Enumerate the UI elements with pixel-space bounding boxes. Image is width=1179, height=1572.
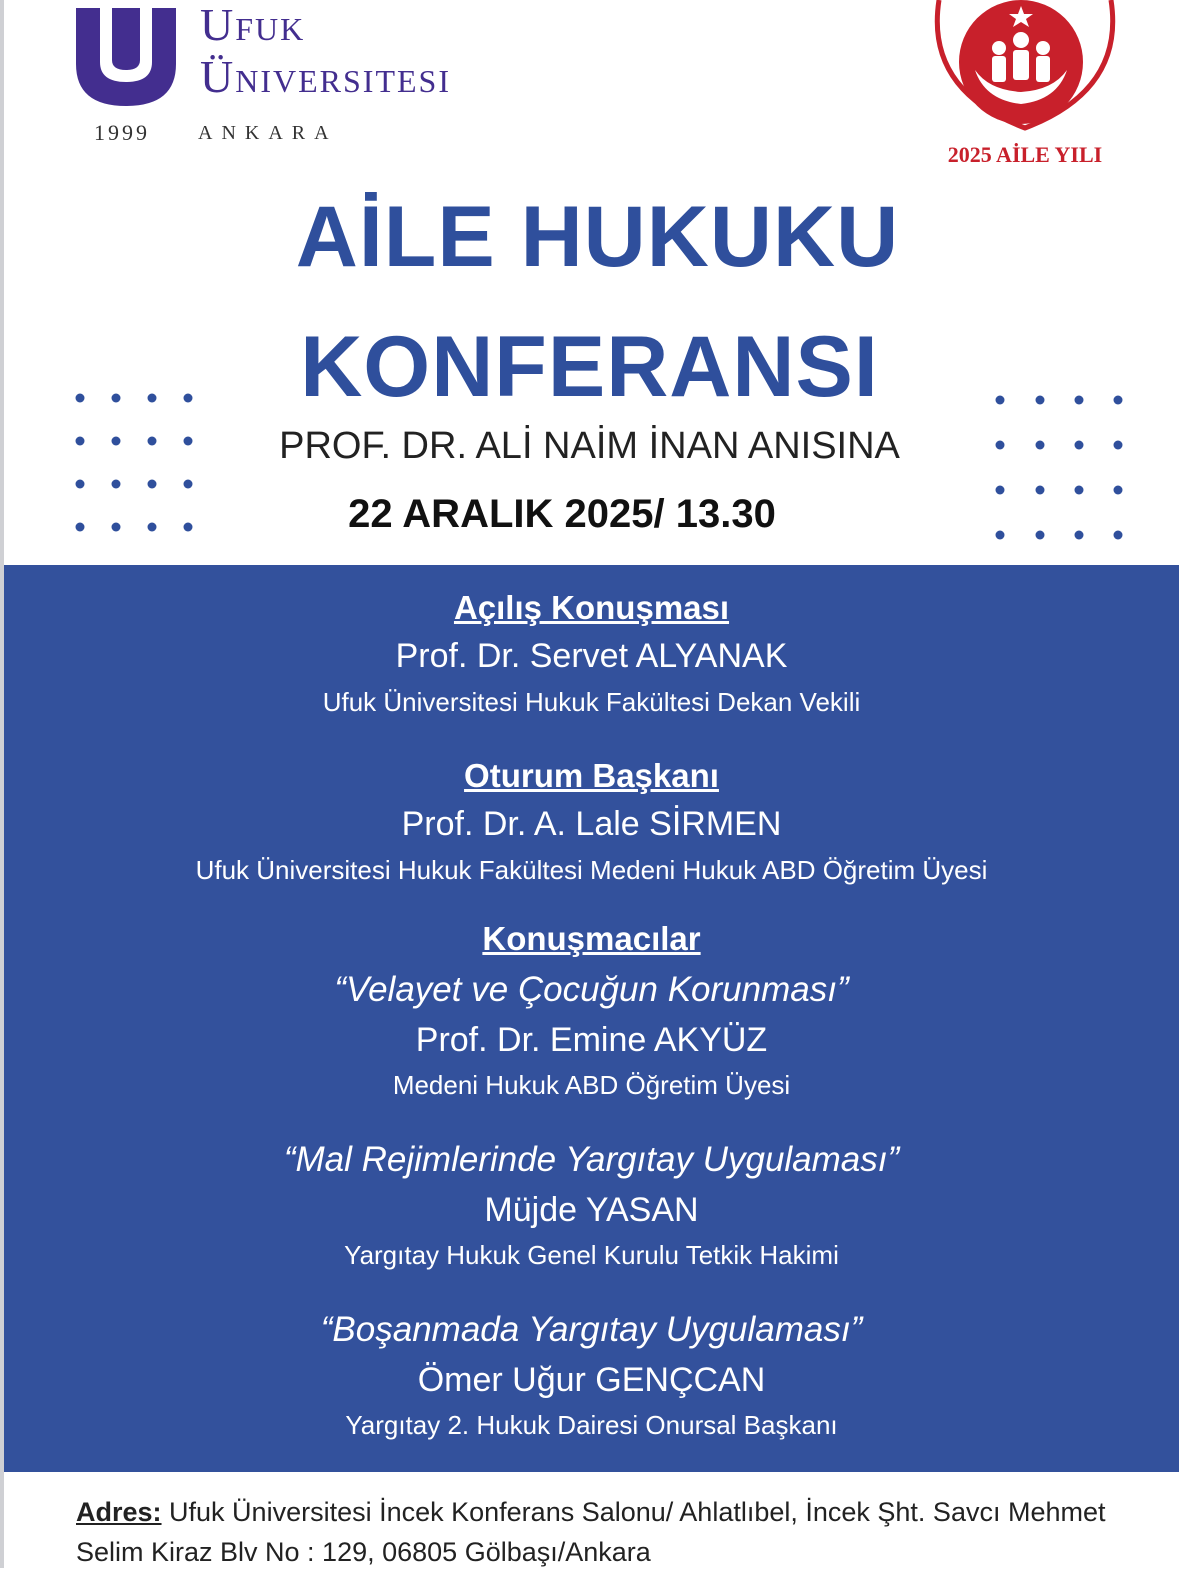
university-founding-year: 1999 <box>94 120 150 145</box>
family-emblem-icon <box>925 0 1125 140</box>
family-year-logo <box>925 0 1125 180</box>
speaker-3-topic: “Boşanmada Yargıtay Uygulaması” <box>320 1310 863 1349</box>
speaker-1-role: Medeni Hukuk ABD Öğretim Üyesi <box>392 1070 791 1100</box>
chair-heading: Oturum Başkanı <box>464 757 719 794</box>
speaker-2-role: Yargıtay Hukuk Genel Kurulu Tetkik Hakimi <box>344 1240 839 1270</box>
venue-address <box>76 1492 1166 1572</box>
speaker-3-name: Ömer Uğur GENÇCAN <box>417 1361 766 1399</box>
conference-subtitle: PROF. DR. ALİ NAİM İNAN ANISINA <box>279 425 900 467</box>
conference-title-line1: AİLE HUKUKU <box>295 189 900 285</box>
ufuk-u-mark-icon <box>70 4 182 108</box>
speakers-heading: Konuşmacılar <box>482 920 701 957</box>
opening-speaker-name: Prof. Dr. Servet ALYANAK <box>395 637 788 675</box>
conference-datetime: 22 ARALIK 2025/ 13.30 <box>348 492 776 536</box>
chair-role: Ufuk Üniversitesi Hukuk Fakültesi Medeni Hukuk ABD Öğretim Üyesi <box>195 855 988 885</box>
university-city: ANKARA <box>198 122 338 144</box>
university-name-line2: Üniversitesi <box>200 51 451 102</box>
opening-heading: Açılış Konuşması <box>453 589 730 626</box>
speaker-3-role: Yargıtay 2. Hukuk Dairesi Onursal Başkanı <box>345 1410 838 1440</box>
chair-name: Prof. Dr. A. Lale SİRMEN <box>401 805 782 843</box>
speaker-1-topic: “Velayet ve Çocuğun Korunması” <box>334 970 849 1009</box>
university-name-line1: Ufuk <box>200 0 306 50</box>
address-text: Ufuk Üniversitesi İncek Konferans Salonu/ Ahlatlıbel, İncek Şht. Savcı Mehmet Selim Kiraz Blv No : 129, 06805 Gölbaşı/Ankara <box>76 1497 1106 1567</box>
address-label: Adres: <box>76 1497 162 1527</box>
conference-title-line2: KONFERANSI <box>300 319 879 415</box>
opening-speaker-role: Ufuk Üniversitesi Hukuk Fakültesi Dekan Vekili <box>322 687 861 717</box>
ufuk-university-logo <box>70 0 550 154</box>
speaker-2-name: Müjde YASAN <box>484 1191 699 1229</box>
program-panel <box>4 565 1179 1472</box>
speaker-2-topic: “Mal Rejimlerinde Yargıtay Uygulaması” <box>283 1140 900 1179</box>
family-year-label: 2025 AİLE YILI <box>947 142 1103 167</box>
speaker-1-name: Prof. Dr. Emine AKYÜZ <box>415 1021 768 1059</box>
